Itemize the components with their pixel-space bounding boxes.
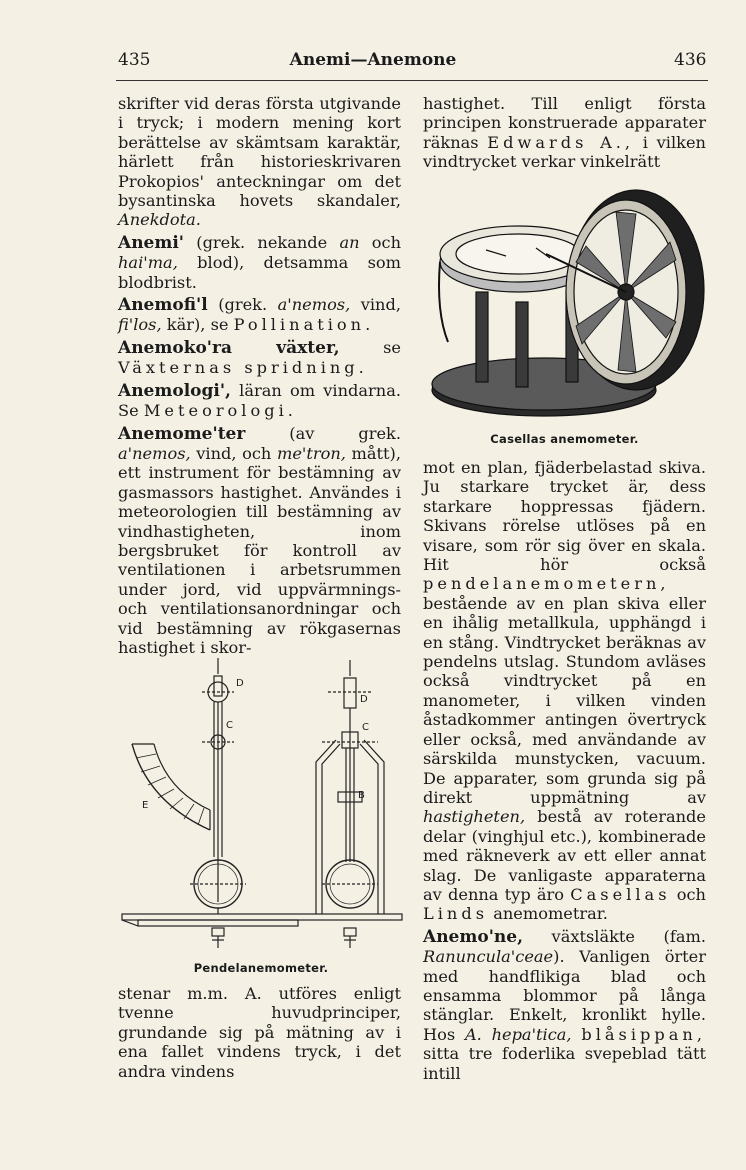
label-e: E	[142, 800, 149, 811]
entry-anemokora: Anemoko'ra växter, se Växternas spridning.	[118, 337, 401, 378]
entry-anemometer-body: mot en plan, fjäderbelastad skiva. Ju starkare trycket är, dess starkare hoppressas fjädern. Skivans rörelse utlöses på en visare, som rör sig över en skala. Hit hör också pendelanemometern, bestående av en plan skiva eller en ihålig metallkula, upphängd i en stång. Vindtrycket beräknas av pendelns utslag. Stundom avläses också vindtrycket på en manometer, i vilken vinden åstadkommer antingen övertryck eller också, med användande av särskilda munstycken, vacuum. De apparater, som grunda sig på direkt uppmätning av hastigheten, bestå av roterande delar (vinghjul etc.), kombinerade med räkneverk av ett eller annat slag. De vanligaste apparaterna av denna typ äro Casellas och Linds anemometrar.	[423, 458, 706, 924]
left-column-continued: stenar m.m. A. utföres enligt tvenne huvudprinciper, grundande sig på mätning av i ena fallet vindens tryck, i det andra vindens	[118, 984, 401, 1081]
entry-anemone: Anemo'ne, växtsläkte (fam. Ranuncula'ceae). Vanligen örter med handflikiga blad och ensamma blommor på långa stänglar. Enkelt, kronlikt hylle. Hos A. hepa'tica, blåsippan, sitta tre foderlika svepeblad tätt intill	[423, 926, 706, 1083]
right-column-top	[423, 94, 706, 172]
pendelanemometer-illustration	[118, 652, 406, 962]
label-b: B	[358, 790, 365, 801]
label-d-left: D	[236, 678, 244, 689]
label-c-right: C	[362, 722, 369, 733]
label-d-right: D	[360, 694, 368, 705]
label-c-left: C	[226, 720, 233, 731]
header-rule	[116, 80, 708, 81]
right-column-continued	[423, 458, 706, 1083]
entry-anemometer: Anemome'ter (av grek. a'nemos, vind, och me'tron, mått), ett instrument för bestämning av gasmassors hastighet. Användes i meteorologien till bestämning av vindhastigheten, inom bergsbruket för kontroll av ventilationen i arbetsrummen under jord, vid uppvärmnings- och ventilationsanordningar och vid bestämning av rökgasernas hastighet i skor-	[118, 423, 402, 657]
entry-anekdota: skrifter vid deras första utgivande i tryck; i modern mening kort berättelse av skämtsam karaktär, härlett från historieskrivaren Prokopios' anteckningar om det bysantinska hovets skandaler, Anekdota.	[118, 94, 401, 230]
entry-anemometer-cont: hastighet. Till enligt första principen konstruerade apparater räknas Edwards A., i vilken vindtrycket verkar vinkelrätt	[423, 94, 706, 172]
left-column	[118, 94, 401, 657]
caption-casellas-anemometer: Casellas anemometer.	[490, 432, 639, 446]
entry-anemologi: Anemologi', läran om vindarna. Se Meteorologi.	[118, 380, 401, 421]
running-head: Anemi—Anemone	[289, 50, 457, 70]
page-number-right: 436	[674, 50, 707, 70]
casellas-anemometer-illustration	[426, 172, 708, 434]
entry-anemofil: Anemofi'l (grek. a'nemos, vind, fi'los, kär), se Pollination.	[118, 295, 401, 335]
caption-pendelanemometer: Pendelanemometer.	[193, 961, 329, 975]
page-number-left: 435	[118, 50, 151, 70]
entry-anemi: Anemi' (grek. nekande an och hai'ma, blod), detsamma som blodbrist.	[118, 232, 402, 292]
